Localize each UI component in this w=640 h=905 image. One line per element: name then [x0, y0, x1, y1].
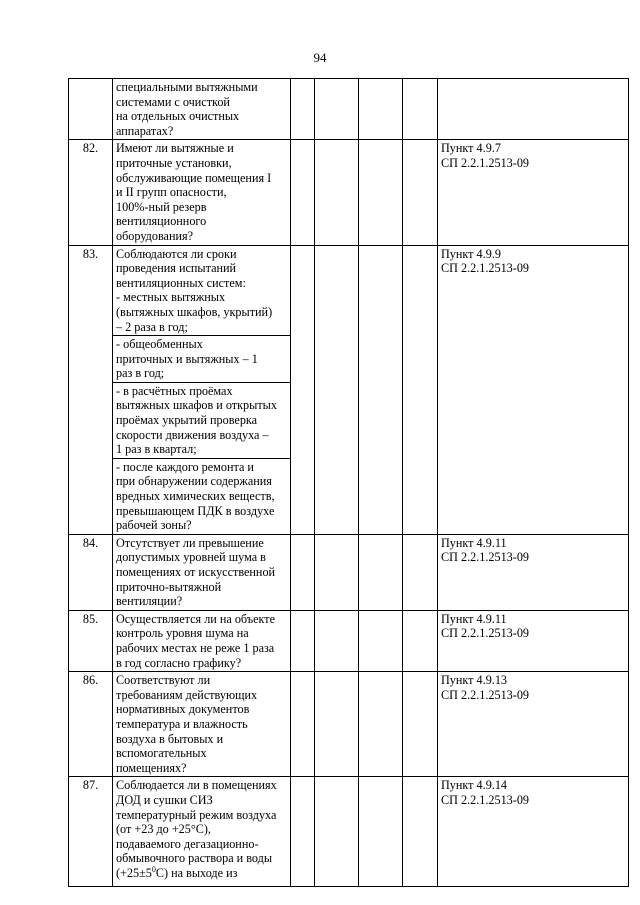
- question-cell: [113, 245, 291, 336]
- question-cell: [113, 777, 291, 887]
- table-row: [69, 534, 629, 610]
- yes-cell: [291, 245, 315, 534]
- question-text: Соблюдается ли в помещениях ДОД и сушки СИЗ температурный режим воздуха (от +23 до +25°С), подаваемого дегазационно- обмывочного раствора и воды: [116, 778, 277, 866]
- reference-clause: Пункт 4.9.9: [441, 246, 501, 261]
- question-cell: [113, 140, 291, 245]
- reference-cell: [438, 777, 629, 887]
- note-cell: [403, 534, 438, 610]
- row-number: 87.: [69, 777, 113, 887]
- reference-document: СП 2.2.1.2513-09: [441, 261, 530, 276]
- table-row: [69, 79, 629, 140]
- reference-clause: Пункт 4.9.11: [441, 535, 507, 550]
- reference-clause: Пункт 4.9.7: [441, 141, 501, 156]
- note-cell: [403, 777, 438, 887]
- question-text: - после каждого ремонта и при обнаружении содержания вредных химических веществ, превышающем ПДК в воздухе рабочей зоны?: [116, 459, 275, 533]
- question-text: Имеют ли вытяжные и приточные установки, обслуживающие помещения I и II групп опасности, 100%-ный резерв вентиляционного оборудования?: [116, 141, 272, 243]
- yes-cell: [291, 610, 315, 671]
- question-text: - в расчётных проёмах вытяжных шкафов и открытых проёмах укрытий проверка скорости движения воздуха – 1 раз в квартал;: [116, 383, 277, 457]
- question-text: Соответствуют ли требованиям действующих нормативных документов температура и влажность воздуха в бытовых и вспомогательных помещениях?: [116, 673, 258, 775]
- question-cell: [113, 458, 291, 534]
- yes-cell: [291, 79, 315, 140]
- row-number: 84.: [69, 534, 113, 610]
- question-cell: [113, 336, 291, 383]
- question-text: - общеобменных приточных и вытяжных – 1 раз в год;: [116, 337, 258, 381]
- question-cell: [113, 610, 291, 671]
- row-number: 83.: [69, 245, 113, 534]
- reference-clause: Пункт 4.9.14: [441, 778, 508, 793]
- no-cell: [315, 777, 359, 887]
- no-cell: [315, 140, 359, 245]
- question-cell: [113, 79, 291, 140]
- reference-document: СП 2.2.1.2513-09: [441, 687, 530, 702]
- row-number: 86.: [69, 672, 113, 777]
- question-cell: [113, 672, 291, 777]
- note-cell: [403, 610, 438, 671]
- reference-cell: [438, 245, 629, 534]
- no-cell: [315, 79, 359, 140]
- question-cell: [113, 382, 291, 458]
- question-text-tail: (+25±5: [116, 865, 152, 880]
- question-cell: [113, 534, 291, 610]
- yes-cell: [291, 672, 315, 777]
- question-text-end: С) на выходе из: [155, 865, 238, 880]
- reference-document: СП 2.2.1.2513-09: [441, 155, 530, 170]
- not-applicable-cell: [359, 140, 403, 245]
- table-row: [69, 245, 629, 336]
- not-applicable-cell: [359, 672, 403, 777]
- not-applicable-cell: [359, 777, 403, 887]
- not-applicable-cell: [359, 79, 403, 140]
- table-row: [69, 140, 629, 245]
- note-cell: [403, 245, 438, 534]
- page-number: 94: [313, 50, 327, 65]
- degree-superscript: 0: [151, 864, 156, 874]
- question-text: Осуществляется ли на объекте контроль уровня шума на рабочих местах не реже 1 раза в год согласно графику?: [116, 611, 276, 670]
- reference-document: СП 2.2.1.2513-09: [441, 792, 530, 807]
- reference-cell: [438, 140, 629, 245]
- reference-cell: [438, 79, 629, 140]
- note-cell: [403, 672, 438, 777]
- reference-clause: Пункт 4.9.13: [441, 673, 508, 688]
- yes-cell: [291, 534, 315, 610]
- table-row: [69, 777, 629, 887]
- question-text: Соблюдаются ли сроки проведения испытаний вентиляционных систем: - местных вытяжных (вытяжных шкафов, укрытий) – 2 раза в год;: [116, 246, 273, 334]
- table-row: [69, 672, 629, 777]
- not-applicable-cell: [359, 245, 403, 534]
- no-cell: [315, 672, 359, 777]
- yes-cell: [291, 777, 315, 887]
- note-cell: [403, 140, 438, 245]
- reference-clause: Пункт 4.9.11: [441, 611, 507, 626]
- reference-document: СП 2.2.1.2513-09: [441, 550, 530, 565]
- not-applicable-cell: [359, 610, 403, 671]
- reference-document: СП 2.2.1.2513-09: [441, 626, 530, 641]
- checklist-table: [68, 78, 629, 887]
- yes-cell: [291, 140, 315, 245]
- no-cell: [315, 534, 359, 610]
- reference-cell: [438, 672, 629, 777]
- question-text: специальными вытяжными системами с очисткой на отдельных очистных аппаратах?: [116, 80, 258, 138]
- no-cell: [315, 610, 359, 671]
- question-text: Отсутствует ли превышение допустимых уровней шума в помещениях от искусственной приточно-вытяжной вентиляции?: [116, 535, 276, 609]
- not-applicable-cell: [359, 534, 403, 610]
- row-number: [69, 79, 113, 140]
- row-number: 85.: [69, 610, 113, 671]
- reference-cell: [438, 534, 629, 610]
- reference-cell: [438, 610, 629, 671]
- no-cell: [315, 245, 359, 534]
- note-cell: [403, 79, 438, 140]
- table-row: [69, 610, 629, 671]
- row-number: 82.: [69, 140, 113, 245]
